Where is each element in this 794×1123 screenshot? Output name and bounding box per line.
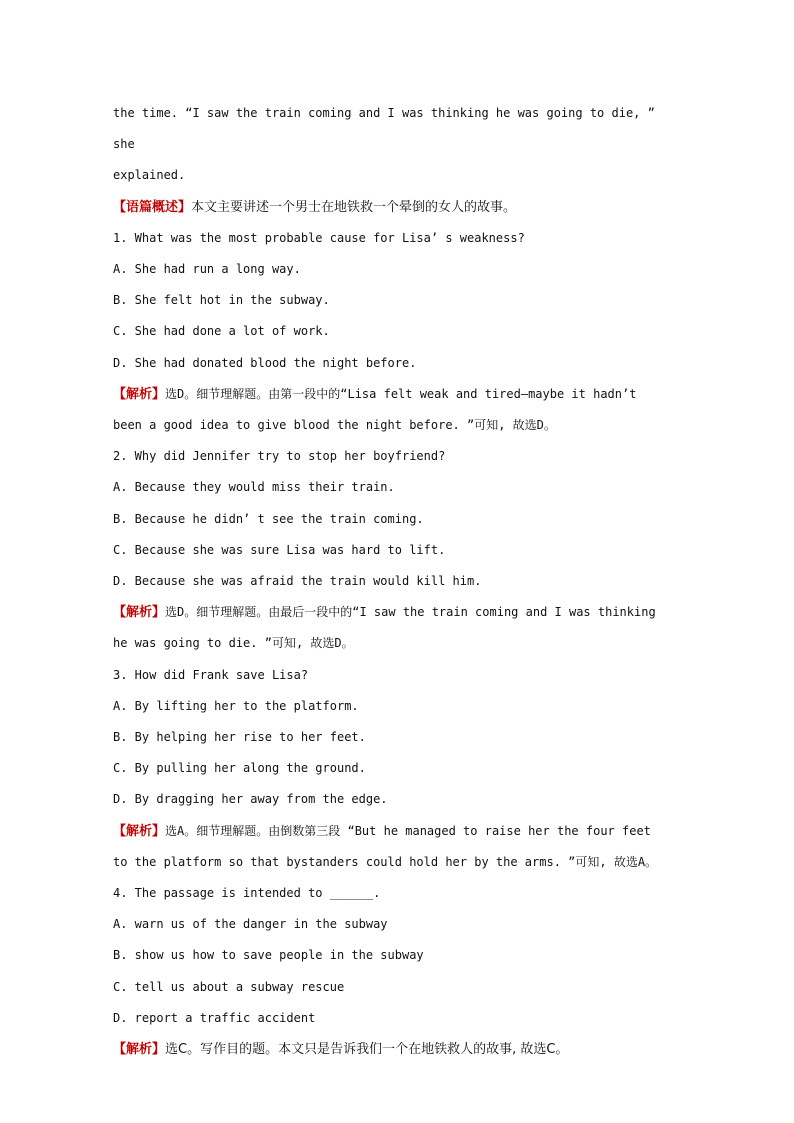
question-3-analysis-text-1: 选A。细节理解题。由倒数第三段 “But he managed to raise her the four feet: [165, 823, 651, 838]
passage-tail-line-1: the time. “I saw the train coming and I was thinking he was going to die, ” she: [113, 106, 663, 152]
document-body: [113, 98, 683, 1065]
question-4-option-a: A. warn us of the danger in the subway: [113, 917, 388, 932]
question-4-option-d: D. report a traffic accident: [113, 1010, 316, 1025]
question-2-analysis-line-2: he was going to die. ”可知, 故选D。: [113, 636, 354, 651]
question-2-analysis-line-1: [113, 597, 683, 628]
question-3-stem: 3. How did Frank save Lisa?: [113, 667, 309, 682]
question-4-option-c: C. tell us about a subway rescue: [113, 979, 345, 994]
question-1-option-b: B. She felt hot in the subway.: [113, 293, 330, 308]
question-2-stem: 2. Why did Jennifer try to stop her boyfriend?: [113, 449, 446, 464]
question-4-analysis-tag: 【解析】: [113, 1042, 166, 1058]
question-3-option-a: A. By lifting her to the platform.: [113, 698, 359, 713]
question-2-analysis-text-1: 选D。细节理解题。由最后一段中的“I saw the train coming and I was thinking: [165, 605, 656, 620]
summary-line: [113, 192, 683, 223]
question-1-analysis-tag: 【解析】: [113, 386, 166, 402]
question-3-option-d: D. By dragging her away from the edge.: [113, 792, 388, 807]
question-2-option-d: D. Because she was afraid the train would kill him.: [113, 574, 482, 589]
question-4-stem: 4. The passage is intended to ______.: [113, 886, 381, 901]
question-4-analysis-text-1: 选C。写作目的题。本文只是告诉我们一个在地铁救人的故事, 故选C。: [165, 1042, 569, 1058]
question-3-option-c: C. By pulling her along the ground.: [113, 761, 366, 776]
question-2-option-b: B. Because he didn’ t see the train coming.: [113, 511, 424, 526]
question-1-analysis-text-1: 选D。细节理解题。由第一段中的“Lisa felt weak and tired—maybe it hadn’t: [165, 386, 637, 401]
summary-tag: 【语篇概述】: [113, 199, 192, 215]
question-3-analysis-line-2: to the platform so that bystanders could hold her by the arms. ”可知, 故选A。: [113, 854, 658, 869]
question-1-option-c: C. She had done a lot of work.: [113, 324, 330, 339]
question-4-option-b: B. show us how to save people in the subway: [113, 948, 424, 963]
passage-tail-line-2: explained.: [113, 168, 186, 183]
question-3-option-b: B. By helping her rise to her feet.: [113, 730, 366, 745]
summary-text: 本文主要讲述一个男士在地铁救一个晕倒的女人的故事。: [191, 199, 517, 215]
question-1-analysis-line-2: been a good idea to give blood the night before. ”可知, 故选D。: [113, 418, 556, 433]
question-1-option-d: D. She had donated blood the night before.: [113, 355, 417, 370]
question-2-option-c: C. Because she was sure Lisa was hard to lift.: [113, 542, 446, 557]
question-1-option-a: A. She had run a long way.: [113, 262, 301, 277]
question-2-option-a: A. Because they would miss their train.: [113, 480, 395, 495]
question-1-analysis-line-1: [113, 379, 683, 410]
question-1-stem: 1. What was the most probable cause for Lisa’ s weakness?: [113, 230, 525, 245]
question-4-analysis-line-1: [113, 1034, 683, 1065]
question-3-analysis-tag: 【解析】: [113, 823, 166, 839]
question-3-analysis-line-1: [113, 816, 683, 847]
question-2-analysis-tag: 【解析】: [113, 605, 166, 621]
